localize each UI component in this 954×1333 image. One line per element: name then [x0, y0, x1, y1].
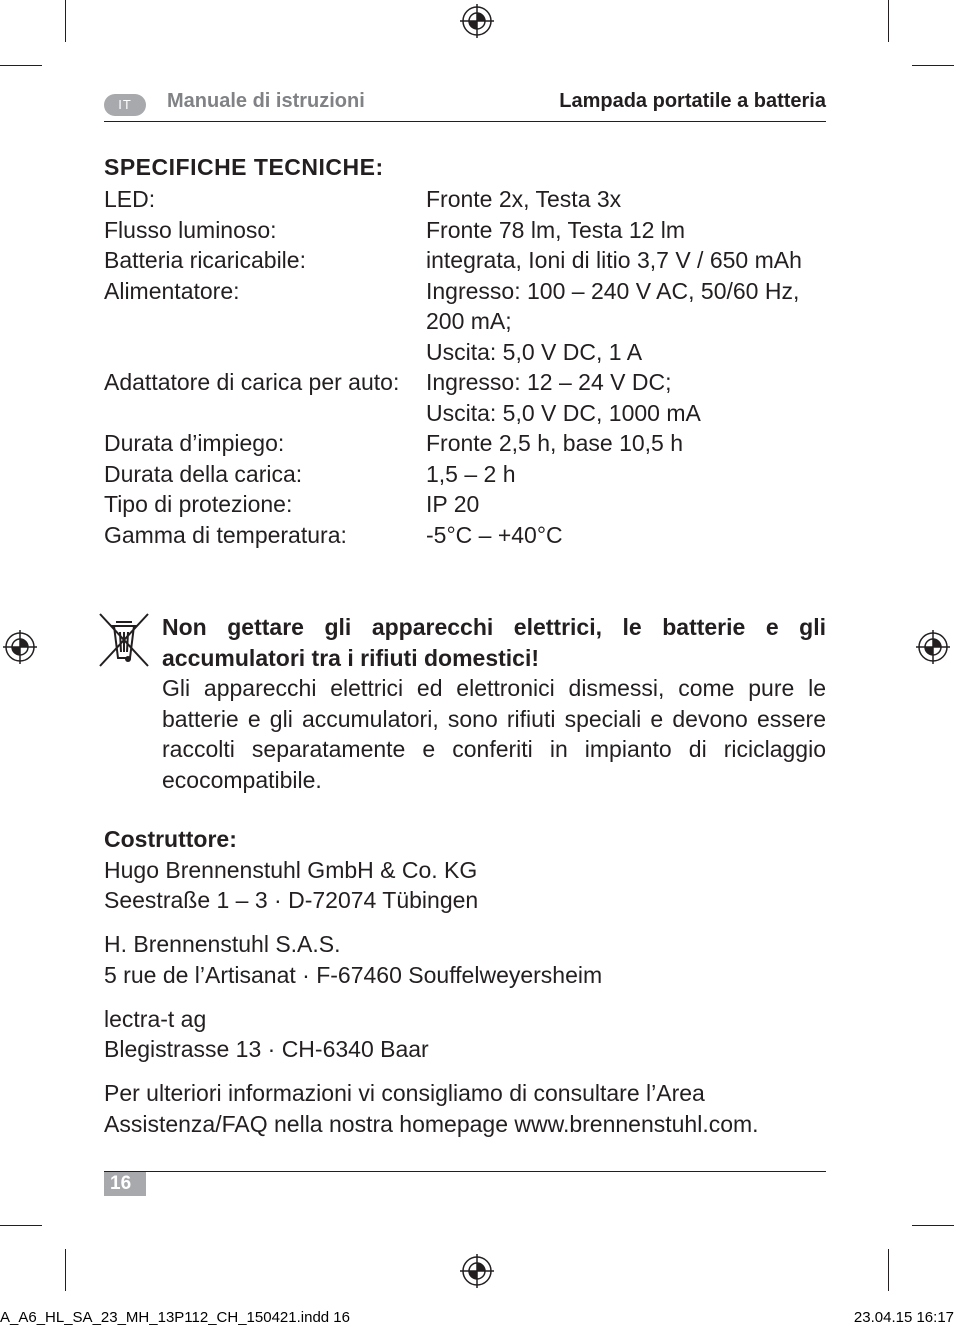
spec-value: Fronte 2x, Testa 3x — [426, 186, 622, 212]
print-slug-file: A_A6_HL_SA_23_MH_13P112_CH_150421.indd 16 — [0, 1309, 350, 1326]
crop-mark — [912, 65, 954, 66]
spec-value: integrata, Ioni di litio 3,7 V / 650 mAh — [426, 247, 802, 273]
page-number: 16 — [104, 1172, 146, 1196]
spec-label: Batteria ricaricabile: — [104, 247, 306, 273]
spec-label: Alimentatore: — [104, 277, 240, 304]
weee-body: Gli apparecchi elettrici ed elettronici dismessi, come pure le batterie e gli accumulatori, sono rifiuti speciali e devono essere raccolti separatamente e conferiti in impianto di riciclaggio ecocompatibile. — [162, 675, 826, 793]
weee-notice — [162, 612, 826, 795]
header-divider — [104, 121, 826, 122]
spec-value: 1,5 – 2 h — [426, 460, 516, 487]
specs-title: SPECIFICHE TECNICHE: — [104, 154, 384, 180]
spec-value: Uscita: 5,0 V DC, 1 A — [426, 338, 643, 365]
registration-mark-icon — [460, 1254, 494, 1288]
spec-label: LED: — [104, 186, 156, 212]
spec-value: -5°C – +40°C — [426, 521, 563, 548]
manual-title: Manuale di istruzioni — [167, 90, 365, 112]
crop-mark — [888, 1249, 889, 1291]
spec-value: Fronte 78 lm, Testa 12 lm — [426, 216, 686, 243]
spec-label: Flusso luminoso: — [104, 216, 277, 243]
spec-label: Durata della carica: — [104, 460, 303, 487]
crop-mark — [0, 1225, 42, 1226]
language-badge: IT — [104, 94, 146, 116]
spec-value: 200 mA; — [426, 308, 512, 334]
manufacturer-line: lectra-t ag — [104, 1006, 207, 1032]
info-line: Per ulteriori informazioni vi consigliamo di consultare l’Area — [104, 1080, 705, 1106]
registration-mark-icon — [3, 630, 37, 664]
spec-value: Uscita: 5,0 V DC, 1000 mA — [426, 399, 701, 426]
footer-divider — [104, 1171, 826, 1172]
print-slug-date: 23.04.15 16:17 — [853, 1309, 954, 1326]
spec-value: IP 20 — [426, 491, 480, 517]
spec-label: Durata d’impiego: — [104, 430, 285, 456]
crop-mark — [0, 65, 42, 66]
manufacturer-line: 5 rue de l’Artisanat · F-67460 Souffelweyersheim — [104, 962, 603, 988]
spec-value: Fronte 2,5 h, base 10,5 h — [426, 430, 684, 456]
crop-mark — [888, 0, 889, 42]
spec-label: Gamma di temperatura: — [104, 521, 347, 548]
product-title: Lampada portatile a batteria — [559, 90, 826, 112]
registration-mark-icon — [916, 630, 950, 664]
manufacturer-line: Hugo Brennenstuhl GmbH & Co. KG — [104, 857, 478, 883]
manufacturer-line: Seestraße 1 – 3 · D-72074 Tübingen — [104, 887, 479, 913]
spec-value: Ingresso: 100 – 240 V AC, 50/60 Hz, — [426, 277, 800, 304]
manufacturer-title: Costruttore: — [104, 826, 237, 852]
spec-value: Ingresso: 12 – 24 V DC; — [426, 369, 672, 395]
crop-mark — [65, 1249, 66, 1291]
crossed-out-wheelie-bin-icon — [96, 612, 152, 668]
spec-label: Tipo di protezione: — [104, 491, 293, 517]
spec-label: Adattatore di carica per auto: — [104, 369, 400, 395]
crop-mark — [65, 0, 66, 42]
info-line: Assistenza/FAQ nella nostra homepage www.brennenstuhl.com. — [104, 1111, 759, 1137]
manufacturer-line: H. Brennenstuhl S.A.S. — [104, 931, 341, 957]
registration-mark-icon — [460, 4, 494, 38]
crop-mark — [912, 1225, 954, 1226]
weee-warning: Non gettare gli apparecchi elettrici, le batterie e gli accumulatori tra i rifiuti domestici! — [162, 614, 826, 671]
manufacturer-line: Blegistrasse 13 · CH-6340 Baar — [104, 1036, 429, 1062]
